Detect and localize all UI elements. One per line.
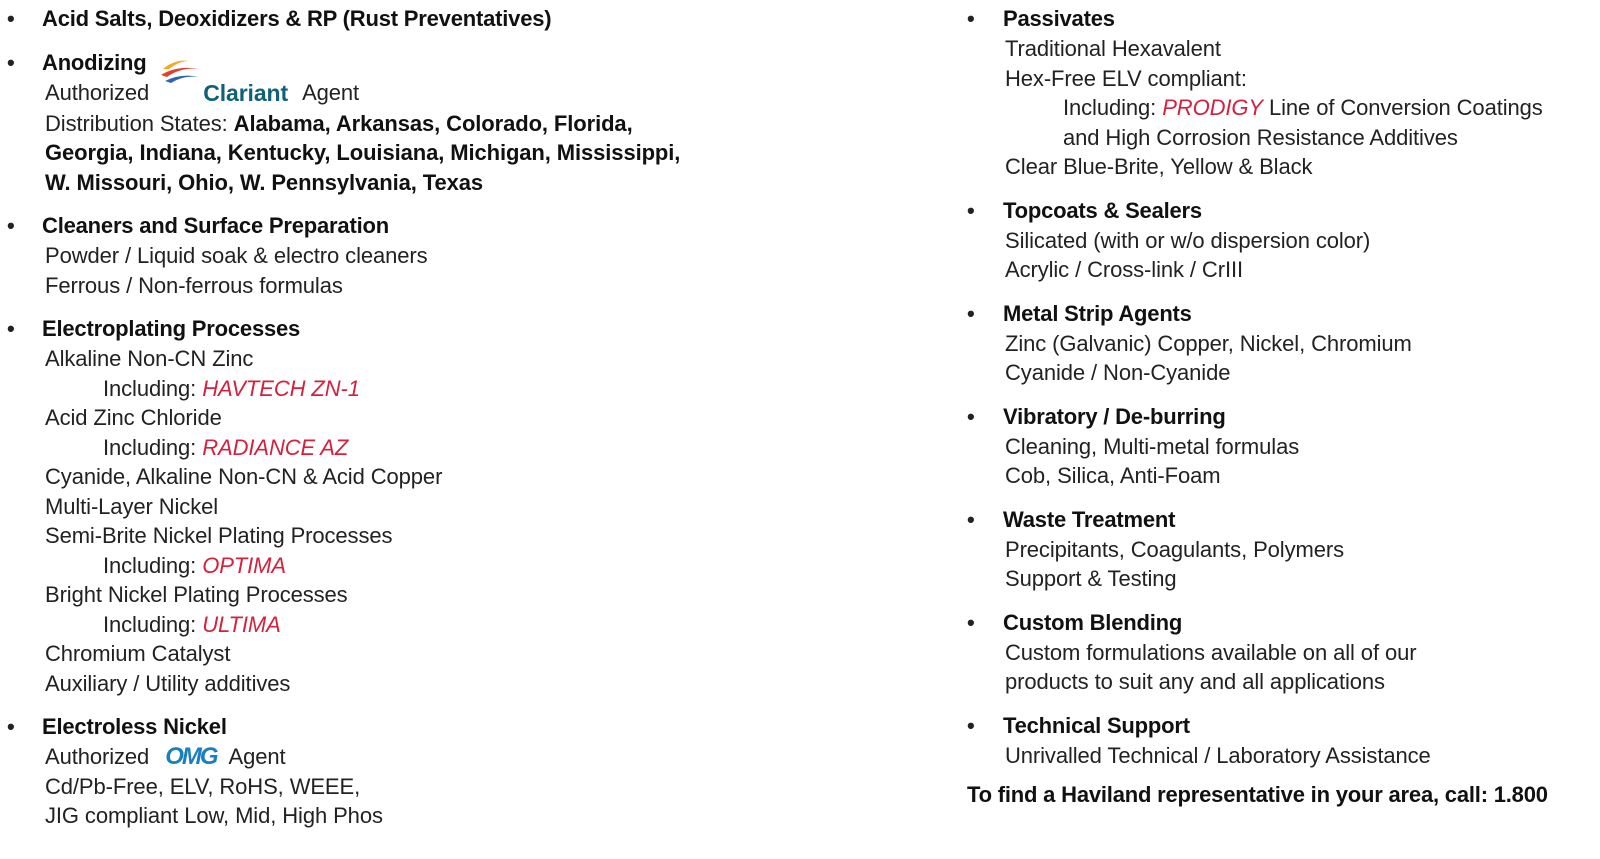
section-heading: Cleaners and Surface Preparation [42,213,389,239]
distribution-states-line [45,109,800,139]
section-waste-treatment [962,505,1600,594]
section-heading: Electroless Nickel [42,714,227,740]
detail-line: Clear Blue-Brite, Yellow & Black [1005,154,1313,179]
including-label: Including: [103,434,197,460]
detail-line: Unrivalled Technical / Laboratory Assistance [1005,742,1431,768]
bullet: • [967,6,975,31]
section-heading: Topcoats & Sealers [1003,197,1202,223]
detail-line: Multi-Layer Nickel [45,493,219,519]
states-list-1: Alabama, Arkansas, Colorado, Florida, [233,110,633,136]
left-column [0,4,800,831]
detail-line: Cyanide / Non-Cyanide [1005,360,1231,385]
section-heading: Passivates [1003,6,1115,31]
authorized-agent-line [45,742,800,772]
omg-logo: OMG [165,743,217,771]
detail-line: Cob, Silica, Anti-Foam [1005,463,1221,488]
states-list-3: W. Missouri, Ohio, W. Pennsylvania, Texas [45,169,484,195]
including-label: Including: [1063,95,1157,120]
bullet: • [7,6,15,31]
including-label: Including: [103,611,197,637]
section-heading: Metal Strip Agents [1003,300,1192,326]
detail-line: Chromium Catalyst [45,641,231,667]
detail-line: JIG compliant Low, Mid, High Phos [45,803,383,829]
bullet: • [7,316,15,342]
section-technical-support [962,711,1600,771]
section-heading: Acid Salts, Deoxidizers & RP (Rust Preventatives) [42,6,552,31]
including-line [1063,93,1600,123]
section-vibratory [962,402,1600,491]
detail-line: Powder / Liquid soak & electro cleaners [45,243,428,269]
including-line [103,433,800,463]
right-column [962,4,1600,808]
section-cleaners [0,211,800,300]
product-name: PRODIGY [1162,95,1263,120]
detail-line: Traditional Hexavalent [1005,36,1221,61]
detail-line: Cd/Pb-Free, ELV, RoHS, WEEE, [45,773,361,799]
section-heading: Vibratory / De-burring [1003,403,1226,429]
section-topcoats [962,196,1600,285]
including-label: Including: [103,552,197,578]
product-name: HAVTECH ZN-1 [202,375,360,401]
including-label: Including: [103,375,197,401]
product-description: Line of Conversion Coatings [1268,95,1543,120]
detail-line: Semi-Brite Nickel Plating Processes [45,523,393,549]
bullet: • [7,714,15,740]
product-name: RADIANCE AZ [202,434,349,460]
detail-line: Auxiliary / Utility additives [45,670,291,696]
clariant-logo [161,79,288,109]
section-heading: Electroplating Processes [42,316,301,342]
bullet: • [967,300,975,326]
section-heading: Anodizing [42,50,147,75]
section-heading: Waste Treatment [1003,506,1176,532]
clariant-logo-text: Clariant [203,80,289,107]
detail-line: Silicated (with or w/o dispersion color) [1005,227,1371,253]
authorized-text: Authorized [45,80,150,105]
states-label: Distribution States: [45,110,228,136]
detail-line: Zinc (Galvanic) Copper, Nickel, Chromium [1005,330,1412,356]
section-custom-blending [962,608,1600,697]
states-list-2: Georgia, Indiana, Kentucky, Louisiana, Michigan, Mississippi, [45,140,681,166]
section-anodizing [0,48,800,197]
section-passivates [962,4,1600,182]
detail-line: Cyanide, Alkaline Non-CN & Acid Copper [45,464,443,490]
bullet: • [967,197,975,223]
detail-line: Precipitants, Coagulants, Polymers [1005,536,1344,562]
detail-line: Custom formulations available on all of our [1005,639,1417,665]
detail-line: Support & Testing [1005,566,1177,591]
including-line [103,374,800,404]
detail-line: products to suit any and all applications [1005,669,1385,694]
section-heading: Custom Blending [1003,609,1183,635]
detail-line: and High Corrosion Resistance Additives [1063,124,1458,150]
detail-line: Bright Nickel Plating Processes [45,582,348,608]
detail-line: Cleaning, Multi-metal formulas [1005,433,1300,459]
detail-line: Acrylic / Cross-link / CrIII [1005,257,1243,282]
product-name: OPTIMA [202,552,286,578]
detail-line: Hex-Free ELV compliant: [1005,65,1247,91]
detail-line: Ferrous / Non-ferrous formulas [45,272,343,298]
section-electroplating [0,314,800,698]
bullet: • [967,609,975,635]
bullet: • [7,213,15,239]
detail-line: Acid Zinc Chloride [45,405,222,431]
section-acid-salts [0,4,800,34]
bullet: • [967,403,975,429]
section-metal-strip [962,299,1600,388]
bullet: • [967,712,975,738]
authorized-text: Authorized [45,744,150,770]
agent-text: Agent [302,80,360,105]
section-electroless-nickel [0,712,800,831]
clariant-swoosh-icon [159,55,201,85]
detail-line: Alkaline Non-CN Zinc [45,346,254,372]
section-heading: Technical Support [1003,712,1190,738]
bullet: • [7,50,15,75]
including-line [103,551,800,581]
product-name: ULTIMA [202,611,281,637]
bullet: • [967,506,975,532]
agent-text: Agent [228,744,286,770]
authorized-agent-line [45,78,800,109]
including-line [103,610,800,640]
contact-footer: To find a Haviland representative in your area, call: 1.800 [967,782,1548,807]
